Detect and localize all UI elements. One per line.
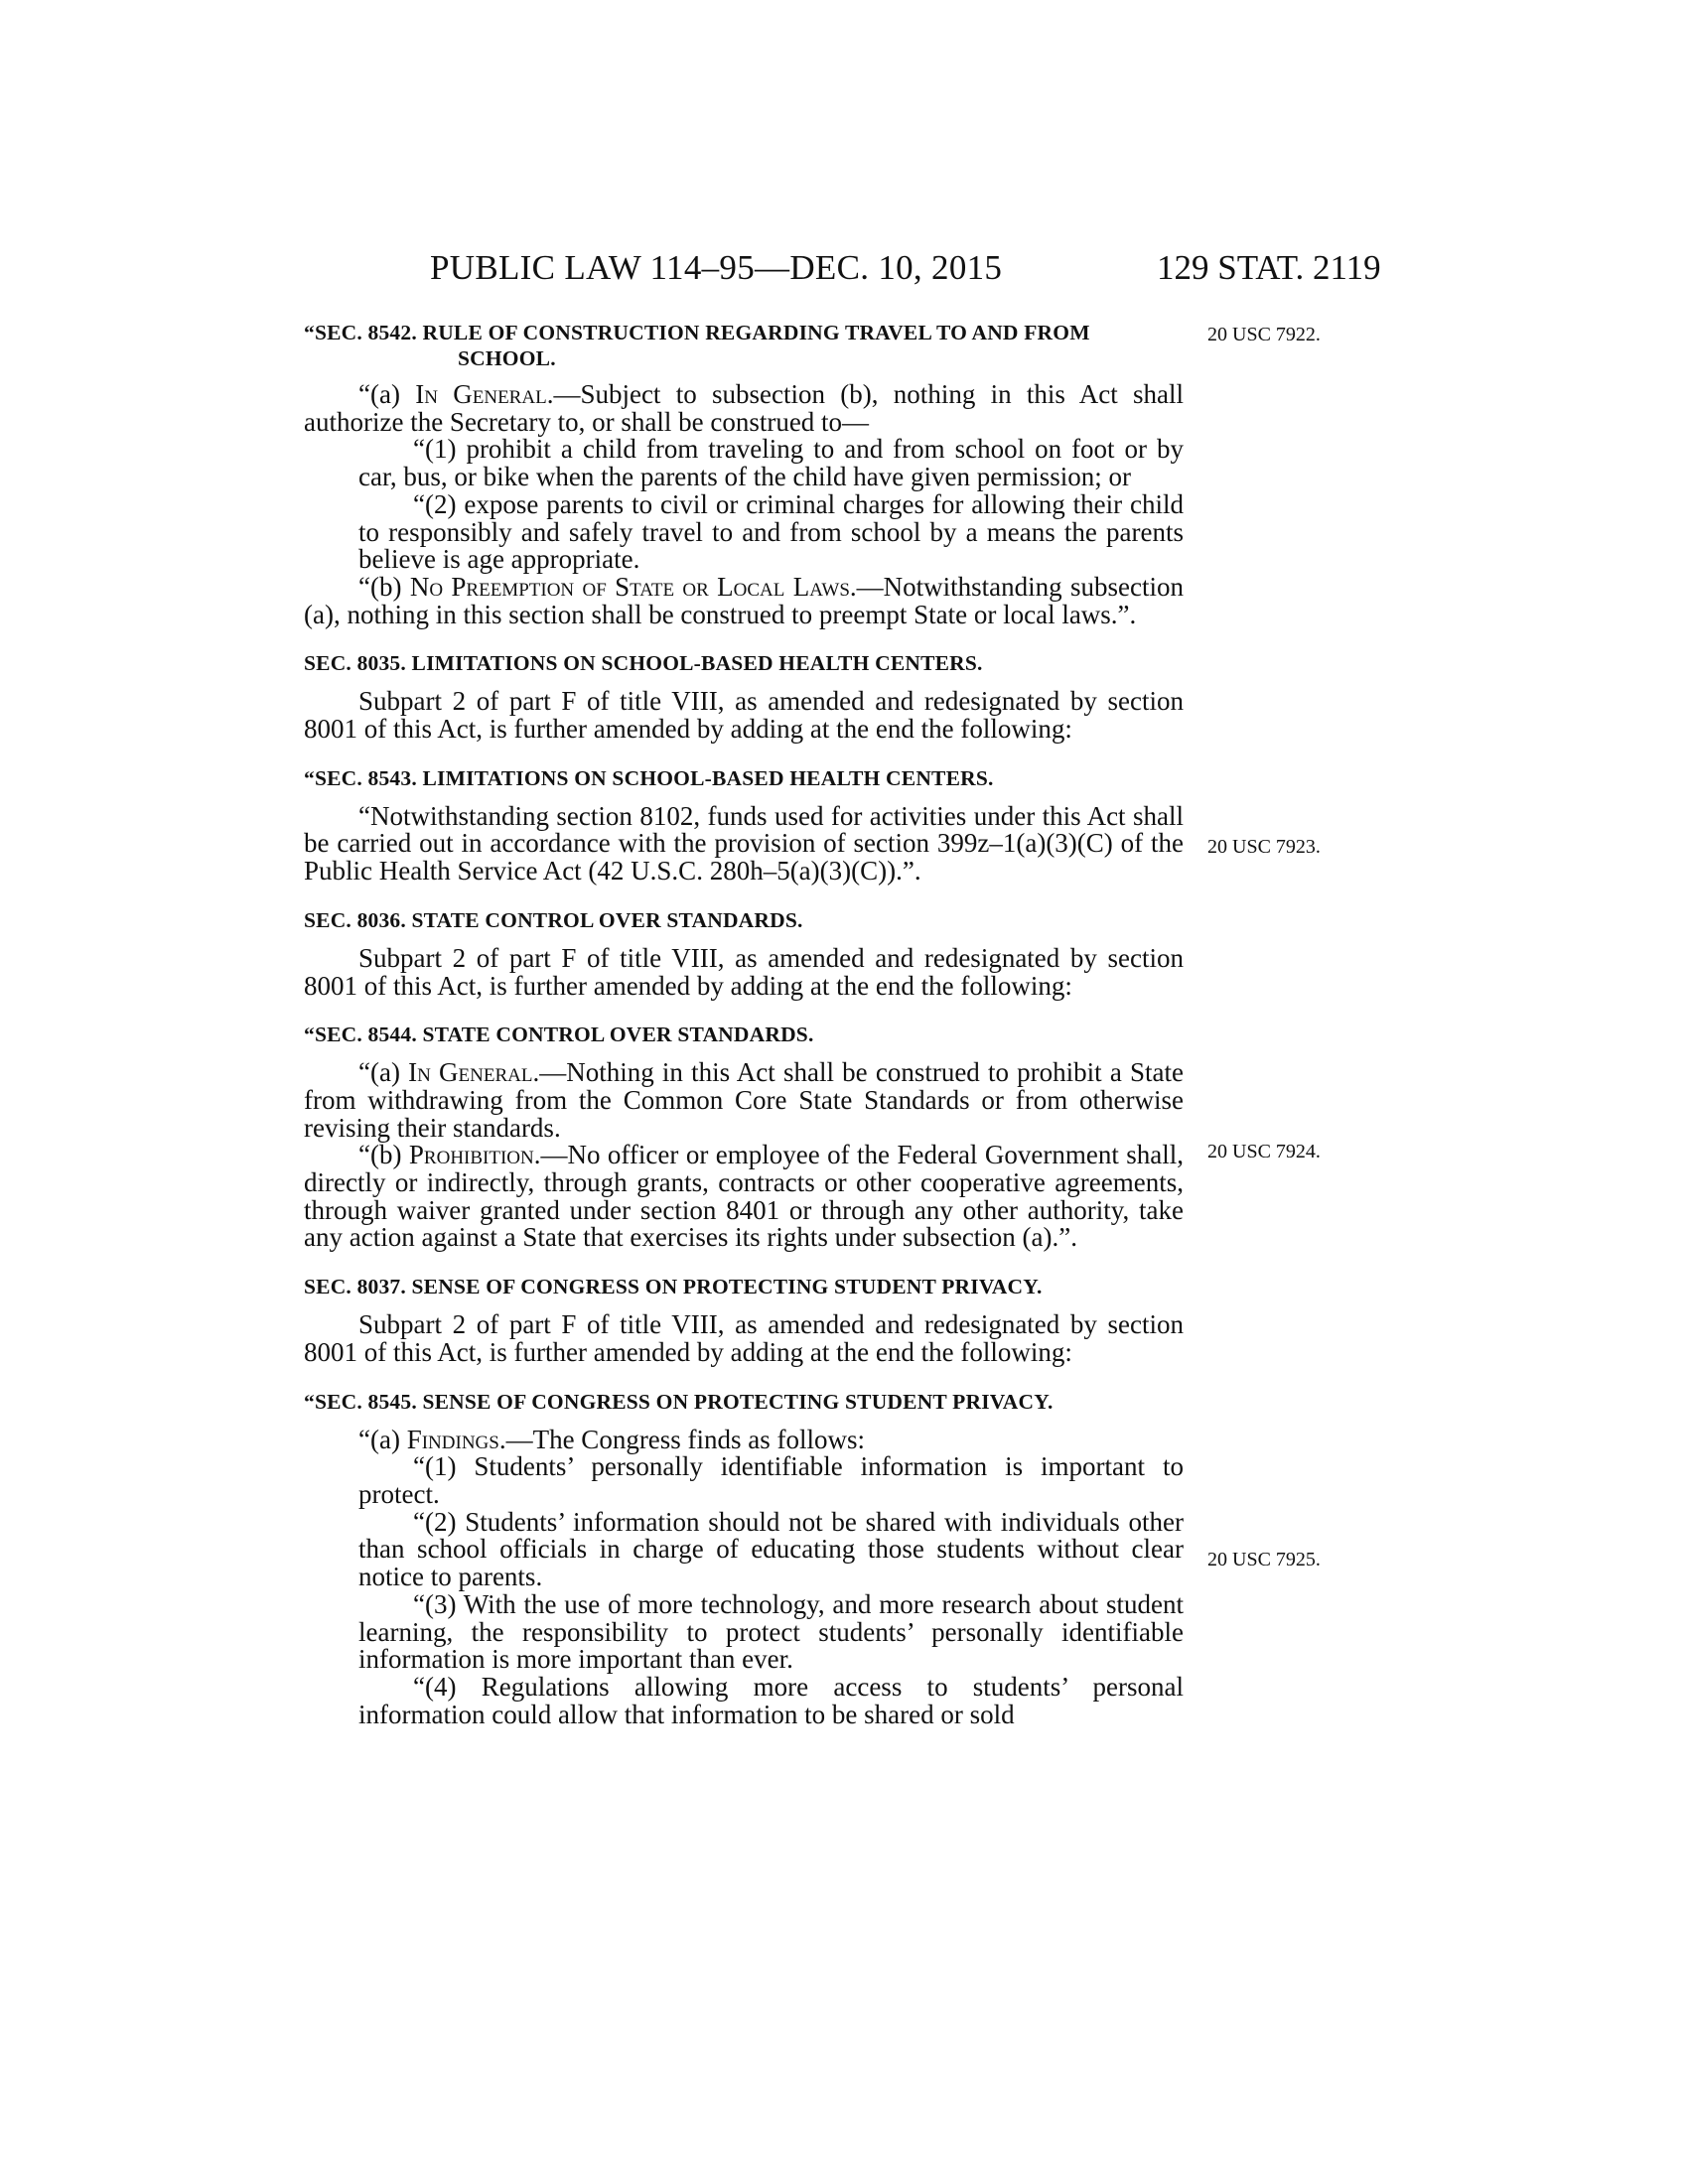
paragraph-8545-a-1: “(1) Students’ personally identifiable information is important to protect. [358,1451,1184,1509]
section-heading-8035: SEC. 8035. LIMITATIONS ON SCHOOL-BASED HEALTH CENTERS. [304,651,983,676]
margin-note-7925: 20 USC 7925. [1207,1549,1321,1570]
subsection-mark: “(b) [358,571,402,602]
subsection-text: .—Notwithstanding subsection (a), nothing in this section shall be construed to preempt State or local laws.”. [304,571,1185,629]
margin-note-7922: 20 USC 7922. [1207,324,1321,345]
page-header-law: PUBLIC LAW 114–95—DEC. 10, 2015 [430,248,1003,287]
paragraph-8542-a [304,381,1184,436]
margin-note-7924: 20 USC 7924. [1207,1141,1321,1162]
subsection-mark: “(b) [358,1140,402,1170]
paragraph-8542-b [304,571,1185,629]
section-heading-8542: “SEC. 8542. RULE OF CONSTRUCTION REGARDING TRAVEL TO AND FROM SCHOOL. [304,321,1090,370]
paragraph-8542-a-2: “(2) expose parents to civil or criminal charges for allowing their child to responsibly and safely travel to and from school by a means the parents believe is age appropriate. [358,488,1184,575]
section-heading-8545: “SEC. 8545. SENSE OF CONGRESS ON PROTECTING STUDENT PRIVACY. [304,1389,1054,1414]
margin-note-7923: 20 USC 7923. [1207,836,1321,858]
paragraph-8545-a-3: “(3) With the use of more technology, and more research about student learning, the responsibility to protect students’ personally identifiable information is more important than ever. [358,1588,1184,1675]
paragraph-8544-b [304,1142,1184,1252]
section-heading-8544: “SEC. 8544. STATE CONTROL OVER STANDARDS. [304,1023,814,1047]
subsection-mark: “(a) [358,1057,400,1088]
paragraph-8542-a-1: “(1) prohibit a child from traveling to and from school on foot or by car, bus, or bike when the parents of the child have given permission; or [358,434,1184,492]
paragraph-8544-a [304,1059,1184,1142]
paragraph-8545-a [304,1424,1184,1454]
section-heading-8036: SEC. 8036. STATE CONTROL OVER STANDARDS. [304,907,803,932]
subsection-text: .—Nothing in this Act shall be construed to prohibit a State from withdrawing from the Common Core State Standards or from otherwise revising their standards. [304,1057,1185,1143]
subsection-mark: “(a) [358,1424,400,1454]
subsection-text: .—The Congress finds as follows: [498,1424,866,1454]
paragraph-8036: Subpart 2 of part F of title VIII, as amended and redesignated by section 8001 of this Act, is further amended by adding at the end the following: [304,942,1184,1001]
page-header-stat: 129 STAT. 2119 [1157,248,1381,287]
subsection-caption: In General [408,1057,533,1088]
subsection-text: .—Subject to subsection (b), nothing in this Act shall authorize the Secretary to, or shall be construed to— [304,379,1184,437]
subsection-mark: “(a) [358,379,400,409]
section-heading-8543: “SEC. 8543. LIMITATIONS ON SCHOOL-BASED HEALTH CENTERS. [304,765,994,790]
subsection-text: .—No officer or employee of the Federal Government shall, directly or indirectly, through grants, contracts or other cooperative agreements, through waiver granted under section 8401 or through any other authority, take any action against a State that exercises its rights under subsection (a).”. [304,1140,1184,1253]
document-body [304,320,1184,1728]
subsection-caption: Prohibition [408,1140,534,1170]
section-heading-8037: SEC. 8037. SENSE OF CONGRESS ON PROTECTING STUDENT PRIVACY. [304,1275,1043,1299]
paragraph-8037: Subpart 2 of part F of title VIII, as amended and redesignated by section 8001 of this Act, is further amended by adding at the end the following: [304,1309,1184,1367]
subsection-caption: Findings [406,1424,499,1454]
paragraph-8543: “Notwithstanding section 8102, funds used for activities under this Act shall be carried out in accordance with the provision of section 399z–1(a)(3)(C) of the Public Health Service Act (42 U.S.C. 280h–5(a)(3)(C)).”. [304,800,1184,887]
paragraph-8545-a-4: “(4) Regulations allowing more access to students’ personal information could allow that information to be shared or sold [358,1671,1184,1729]
subsection-caption: In General [415,379,547,409]
subsection-caption: No Preemption of State or Local Laws [409,571,850,602]
paragraph-8545-a-2: “(2) Students’ information should not be shared with individuals other than school officials in charge of educating those students without clear notice to parents. [358,1506,1184,1592]
paragraph-8035: Subpart 2 of part F of title VIII, as amended and redesignated by section 8001 of this Act, is further amended by adding at the end the following: [304,686,1184,745]
